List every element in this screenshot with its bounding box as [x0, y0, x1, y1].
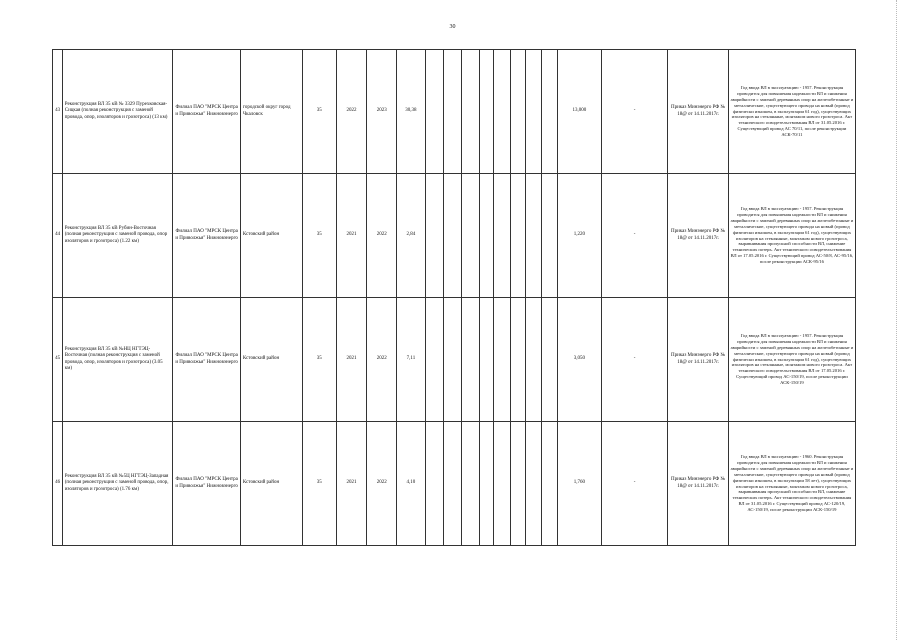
empty-cell [444, 422, 461, 546]
location: Кстовский район [241, 298, 302, 422]
justification-note: Год ввода ВЛ в эксплуатацию - 1957. Реконструкция проводится для повышения надежности ВЛ и снижения аварийности с заменой деревянных опор на железобетонные и металлические, существующего провода на новый (провод физически изношен, в эксплуатации 61 год), существующих изоляторов на стеклянные, монтажом нового грозотроса. Акт технического освидетельствования ВЛ от 31.05.2016 г. Существующий провод АС 70/11, после реконструкции АСК-70/11 [728, 50, 855, 174]
cost-value: 4,10 [397, 422, 426, 546]
justification-note: Год ввода ВЛ в эксплуатацию - 1957. Реконструкция проводится для повышения надежности ВЛ и снижения аварийности с заменой деревянных опор на железобетонные и металлические, существующего провода на новый (провод физически изношен, в эксплуатации 61 год), существующих изоляторов на стеклянные, монтажом нового грозотроса, выравнивания пропускной способности ВЛ, снижение технических потерь. Акт технического освидетельствования ВЛ от 17.05.2016 г. Существующий провод АС-50/8, АС-95/16, после реконструкции АСК-95/16 [728, 174, 855, 298]
empty-cell [480, 50, 494, 174]
empty-cell [510, 422, 525, 546]
empty-cell [480, 298, 494, 422]
cost-value: 2,84 [397, 174, 426, 298]
empty-cell [461, 298, 479, 422]
empty-cell [510, 50, 525, 174]
row-number: 43 [53, 50, 63, 174]
empty-cell [461, 174, 479, 298]
empty-cell [494, 298, 510, 422]
empty-cell [480, 422, 494, 546]
empty-cell [494, 50, 510, 174]
empty-cell [542, 174, 557, 298]
cost-value: 30,38 [397, 50, 426, 174]
table-row [53, 174, 856, 298]
dash-cell: - [601, 298, 668, 422]
empty-cell [425, 174, 443, 298]
order-reference: Приказ Минэнерго РФ № 18@ от 14.11.2017г. [668, 174, 728, 298]
year-end: 2022 [367, 174, 397, 298]
project-name: Реконструкция ВЛ 35 кВ Рубин-Восточная (полная реконструкция с заменой провода, опор изоляторов и грозотроса) (1.22 км) [63, 174, 173, 298]
length-value: 13,000 [557, 50, 601, 174]
project-name: Реконструкция ВЛ 35 кВ №5Ц НГТЭЦ-Западная (полная реконструкция с заменой провода, опор, изоляторов и грозотроса) (1.76 км) [63, 422, 173, 546]
organization: Филиал ПАО "МРСК Центра и Приволжья" Нижновэнерго [172, 422, 241, 546]
empty-cell [510, 174, 525, 298]
organization: Филиал ПАО "МРСК Центра и Приволжья" Нижновэнерго [172, 298, 241, 422]
voltage: 35 [302, 174, 336, 298]
empty-cell [542, 50, 557, 174]
empty-cell [526, 50, 542, 174]
empty-cell [510, 298, 525, 422]
empty-cell [425, 298, 443, 422]
organization: Филиал ПАО "МРСК Центра и Приволжья" Нижновэнерго [172, 174, 241, 298]
table-row [53, 298, 856, 422]
year-start: 2021 [336, 422, 367, 546]
table-row [53, 50, 856, 174]
empty-cell [542, 422, 557, 546]
empty-cell [494, 174, 510, 298]
order-reference: Приказ Минэнерго РФ № 18@ от 14.11.2017г. [668, 298, 728, 422]
project-name: Реконструкция ВЛ 35 кВ №НЦ НГТЭЦ-Восточная (полная реконструкция с заменой провода, опор, изоляторов и грозотроса) (3.05 км) [63, 298, 173, 422]
empty-cell [526, 174, 542, 298]
dash-cell: - [601, 50, 668, 174]
empty-cell [542, 298, 557, 422]
year-start: 2022 [336, 50, 367, 174]
location: Кстовский район [241, 174, 302, 298]
length-value: 1,760 [557, 422, 601, 546]
page-number: 30 [449, 24, 456, 30]
row-number: 46 [53, 422, 63, 546]
investment-table [52, 49, 856, 546]
empty-cell [526, 422, 542, 546]
empty-cell [526, 298, 542, 422]
project-name: Реконструкция ВЛ 35 кВ № 3329 Пурехковская-Сицкая (полная реконструкция с заменой провода, опор, изоляторов и грозотроса) (13 км) [63, 50, 173, 174]
year-end: 2022 [367, 298, 397, 422]
year-start: 2021 [336, 174, 367, 298]
empty-cell [480, 174, 494, 298]
row-number: 45 [53, 298, 63, 422]
order-reference: Приказ Минэнерго РФ № 18@ от 14.11.2017г. [668, 422, 728, 546]
empty-cell [444, 174, 461, 298]
row-number: 44 [53, 174, 63, 298]
year-end: 2022 [367, 422, 397, 546]
voltage: 35 [302, 298, 336, 422]
empty-cell [461, 422, 479, 546]
empty-cell [425, 422, 443, 546]
order-reference: Приказ Минэнерго РФ № 18@ от 14.11.2017г. [668, 50, 728, 174]
scan-edge-line [896, 0, 897, 640]
empty-cell [494, 422, 510, 546]
location: Кстовский район [241, 422, 302, 546]
justification-note: Год ввода ВЛ в эксплуатацию - 1960. Реконструкция проводится для повышения надежности ВЛ и снижения аварийности с заменой деревянных опор на железобетонные и металлические, существующего провода на новый (провод физически изношен, в эксплуатации 58 лет), существующих изоляторов на стеклянные, монтажом нового грозотроса, выравнивания пропускной способности ВЛ, снижение технических потерь. Акт технического освидетельствования ВЛ от 31.05.2016 г. Существующий провод АС-120/19, АС-150/19, после реконструкции АСК-150/19 [728, 422, 855, 546]
justification-note: Год ввода ВЛ в эксплуатацию - 1957. Реконструкция проводится для повышения надежности ВЛ и снижения аварийности с заменой деревянных опор на железобетонные и металлические, существующего провода на новый (провод физически изношен, в эксплуатации 61 год), существующих изоляторов на стеклянные, монтажом нового грозотроса. Акт технического освидетельствования ВЛ от 17.05.2016 г. Существующий провод АС-150/19, после реконструкции АСК-150/19 [728, 298, 855, 422]
voltage: 35 [302, 422, 336, 546]
empty-cell [461, 50, 479, 174]
cost-value: 7,11 [397, 298, 426, 422]
organization: Филиал ПАО "МРСК Центра и Приволжья" Нижновэнерго [172, 50, 241, 174]
empty-cell [425, 50, 443, 174]
year-end: 2023 [367, 50, 397, 174]
year-start: 2021 [336, 298, 367, 422]
location: городской округ город Чкаловск [241, 50, 302, 174]
dash-cell: - [601, 174, 668, 298]
length-value: 1,220 [557, 174, 601, 298]
empty-cell [444, 298, 461, 422]
table-row [53, 422, 856, 546]
voltage: 35 [302, 50, 336, 174]
table-body [53, 50, 856, 546]
length-value: 3,050 [557, 298, 601, 422]
empty-cell [444, 50, 461, 174]
dash-cell: - [601, 422, 668, 546]
